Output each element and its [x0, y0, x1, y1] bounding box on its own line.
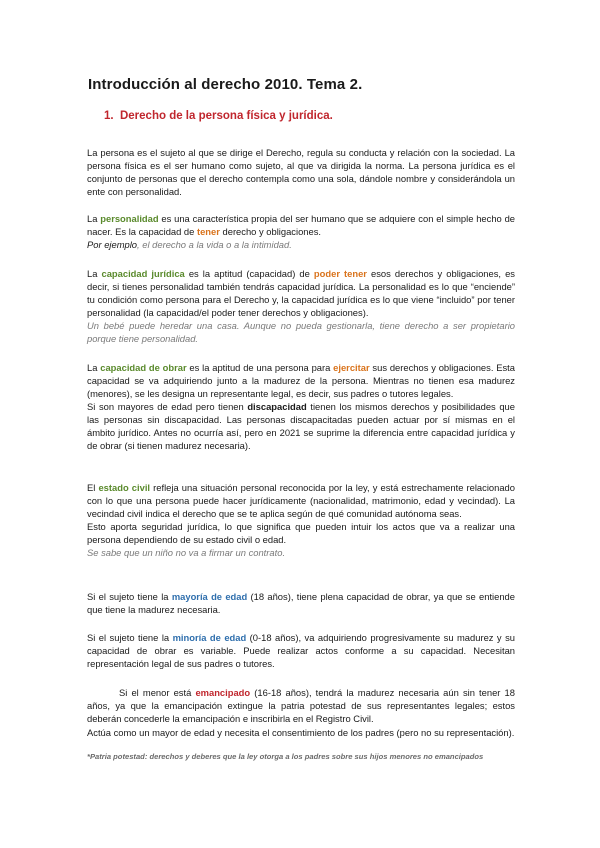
paragraph-mayoria — [87, 590, 515, 616]
footnote-patria-potestad: *Patria potestad: derechos y deberes que la ley otorga a los padres sobre sus hijos menores no emancipados — [87, 752, 484, 761]
term-estado-civil: estado civil — [98, 482, 151, 493]
text: es la aptitud (capacidad) de — [184, 268, 314, 279]
text: Si el sujeto tiene la — [87, 632, 173, 643]
text: esos derechos y obligaciones, es decir, si tienes personalidad también tendrás capacidad jurídica. La personalidad es lo que “enciende” tu condición como persona para el Derecho y, la capacidad jurídica es lo que viene “incluido” por tener personalidad (la capacidad/el poder tener derechos y obligaciones). — [87, 268, 515, 318]
text: sus derechos y obligaciones. Esta capacidad se va adquiriendo junto a la madurez de la persona. Mientras no tienen esa madurez (menores), se les designa un representante legal, es decir, sus padres o tutores legales. — [87, 362, 515, 399]
paragraph-minoria — [87, 631, 515, 670]
example-text: , el derecho a la vida o a la intimidad. — [137, 239, 292, 250]
term-poder-tener: poder tener — [313, 268, 367, 279]
text: (18 años), tiene plena capacidad de obrar, ya que se entiende que tiene la madurez necesaria. — [87, 591, 515, 615]
text: refleja una situación personal reconocida por la ley, y está estrechamente relacionado con lo que una persona puede hacer jurídicamente (nacionalidad, matrimonio, edad y vecindad). La vecindad civil indica el derecho que se te aplica según de qué comunidad autónoma seas. — [87, 482, 515, 519]
section-heading — [104, 110, 333, 122]
text: La — [87, 362, 101, 373]
term-mayoria-edad: mayoría de edad — [171, 591, 248, 602]
text: es la aptitud de una persona para — [186, 362, 334, 373]
term-discapacidad: discapacidad — [247, 401, 307, 412]
paragraph-capacidad-juridica — [87, 267, 515, 345]
text: Si el sujeto tiene la — [87, 591, 172, 602]
term-minoria-edad: minoría de edad — [172, 632, 247, 643]
example-lead: Por ejemplo — [87, 239, 138, 250]
paragraph-capacidad-obrar — [87, 361, 515, 452]
document-title: Introducción al derecho 2010. Tema 2. — [88, 76, 363, 93]
section-number: 1. — [104, 110, 114, 122]
term-ejercitar: ejercitar — [333, 362, 370, 373]
paragraph-mayor-edad-consentimiento: Actúa como un mayor de edad y necesita el consentimiento de los padres (pero no su representación). — [87, 727, 515, 738]
text: La — [87, 268, 102, 279]
paragraph-personalidad — [87, 212, 515, 251]
text: Si el menor está — [119, 687, 196, 698]
text: (16-18 años), tendrá la madurez necesaria aún sin tener 18 años, ya que la emancipación extingue la patria potestad de sus representantes legales; estos deberán concederle la emancipación e inscribirla en el Registro Civil. — [87, 687, 515, 724]
term-personalidad: personalidad — [100, 213, 159, 224]
paragraph-emancipado — [87, 686, 515, 725]
term-tener: tener — [196, 226, 220, 237]
text: derecho y obligaciones. — [219, 226, 322, 237]
text: El — [87, 482, 99, 493]
text: Esto aporta seguridad jurídica, lo que significa que pueden intuir los actos que va a realizar una persona dependiendo de su estado civil o edad. — [87, 521, 515, 545]
example-nino: Se sabe que un niño no va a firmar un contrato. — [87, 547, 286, 558]
text: tienen los mismos derechos y posibilidades que las personas sin discapacidad. Las personas discapacitadas pueden actuar por sí mismas en el ámbito jurídico. Antes no ocurría así, pero en 2021 se suprime la diferencia entre capacidad jurídica y de obrar (si tienen madurez necesaria). — [87, 401, 515, 451]
section-label: Derecho de la persona física y jurídica. — [119, 110, 333, 122]
term-capacidad-obrar: capacidad de obrar — [100, 362, 187, 373]
text: (0-18 años), va adquiriendo progresivamente su madurez y su capacidad de obrar es variable. Puede realizar actos conforme a su capacidad. Necesitan representación legal de sus padres o tutores. — [87, 632, 515, 669]
paragraph-estado-civil — [87, 481, 515, 559]
text: es una característica propia del ser humano que se adquiere con el simple hecho de nacer. Es la capacidad de — [87, 213, 515, 237]
text: La — [87, 213, 101, 224]
example-bebe: Un bebé puede heredar una casa. Aunque no pueda gestionarla, tiene derecho a ser propietario porque tiene personalidad. — [87, 320, 515, 344]
term-emancipado: emancipado — [195, 687, 251, 698]
term-capacidad-juridica: capacidad jurídica — [101, 268, 185, 279]
paragraph-persona: La persona es el sujeto al que se dirige el Derecho, regula su conducta y relación con la sociedad. La persona física es el ser humano como sujeto, al que va dirigida la norma. La persona jurídica es el conjunto de personas que el derecho contempla como una sola, dándole nombre y considerándola un ente con personalidad. — [87, 147, 515, 197]
text: Si son mayores de edad pero tienen — [87, 401, 248, 412]
